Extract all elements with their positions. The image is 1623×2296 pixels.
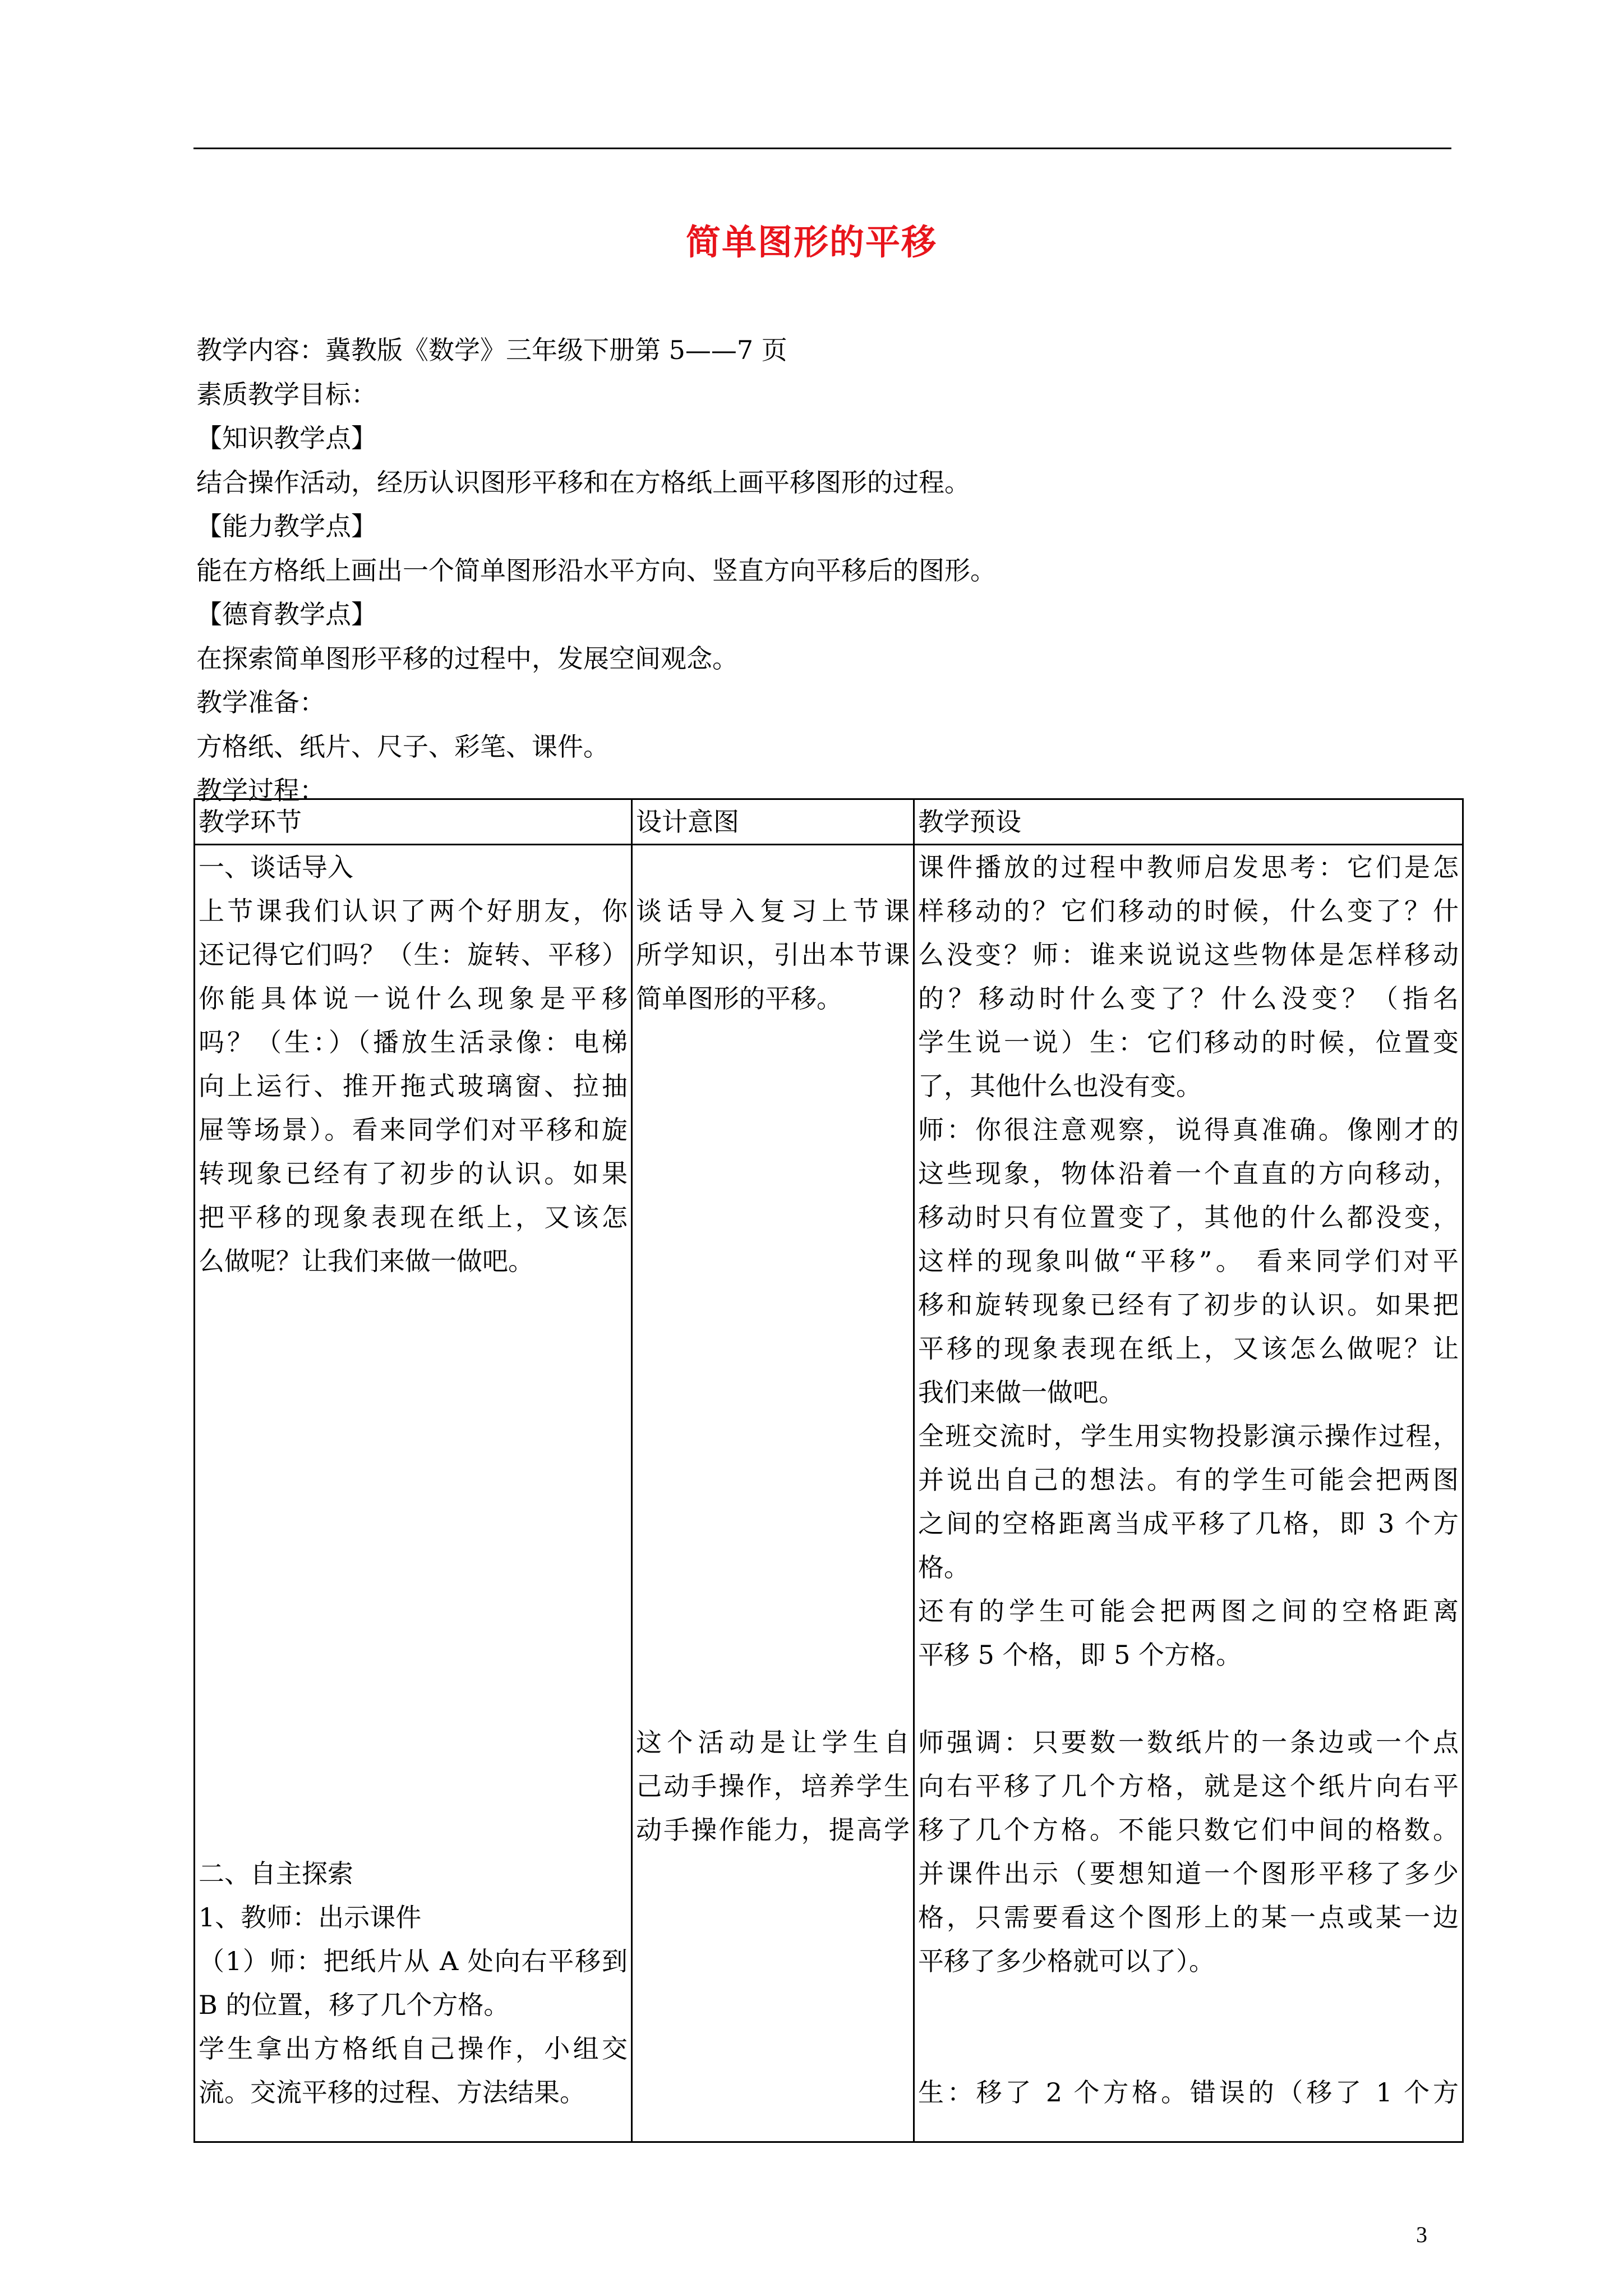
cell-line: 流。交流平移的过程、方法结果。 bbox=[199, 2077, 585, 2108]
cell-line: 学生说一说）生：它们移动的时候，位置变 bbox=[918, 1027, 1459, 1057]
cell-line: 上节课我们认识了两个好朋友，你 bbox=[199, 896, 628, 926]
cell-line: 把平移的现象表现在纸上，又该怎 bbox=[199, 1202, 628, 1232]
stage-cell bbox=[195, 845, 632, 2142]
cell-line: 之间的空格距离当成平移了几格，即 3 个方 bbox=[918, 1508, 1459, 1539]
header-cell-stage: 教学环节 bbox=[195, 799, 632, 845]
cell-line: 屉等场景）。看来同学们对平移和旋 bbox=[199, 1115, 628, 1145]
cell-line: 了，其他什么也没有变。 bbox=[918, 1071, 1202, 1101]
cell-line: 谈话导入复习上节课 bbox=[636, 896, 910, 926]
cell-line: 么做呢？让我们来做一做吧。 bbox=[199, 1246, 534, 1276]
moral-heading: 【德育教学点】 bbox=[196, 599, 377, 629]
cell-line: 么没变？师：谁来说说这些物体是怎样移动 bbox=[918, 940, 1459, 970]
cell-line: 简单图形的平移。 bbox=[636, 983, 842, 1014]
cell-line: 所学知识，引出本节课 bbox=[636, 940, 910, 970]
cell-line: B 的位置，移了几个方格。 bbox=[199, 1990, 510, 2020]
cell-line: 这个活动是让学生自 bbox=[636, 1727, 910, 1757]
cell-line: 还记得它们吗？（生：旋转、平移） bbox=[199, 940, 628, 970]
cell-line: 移了几个方格。不能只数它们中间的格数。 bbox=[918, 1815, 1459, 1845]
cell-line: 一、谈话导入 bbox=[199, 852, 353, 882]
cell-line: 课件播放的过程中教师启发思考：它们是怎 bbox=[918, 852, 1459, 882]
preset-cell bbox=[914, 845, 1463, 2142]
cell-line: 转现象已经有了初步的认识。如果 bbox=[199, 1158, 628, 1189]
intro-section bbox=[196, 328, 1458, 813]
table-row bbox=[195, 845, 1463, 2142]
process-heading: 教学过程： bbox=[196, 775, 325, 806]
cell-line: 这些现象，物体沿着一个直直的方向移动， bbox=[918, 1158, 1459, 1189]
cell-line: 师：你很注意观察，说得真准确。像刚才的 bbox=[918, 1115, 1459, 1145]
cell-line: 平移了多少格就可以了）。 bbox=[918, 1946, 1215, 1976]
cell-line: 向上运行、推开拖式玻璃窗、拉抽 bbox=[199, 1071, 628, 1101]
cell-line: 并说出自己的想法。有的学生可能会把两图 bbox=[918, 1465, 1459, 1495]
cell-line: 平移的现象表现在纸上，又该怎么做呢？让 bbox=[918, 1333, 1459, 1364]
cell-line: 这样的现象叫做“平移”。 看来同学们对平 bbox=[918, 1246, 1459, 1276]
objectives-heading: 素质教学目标： bbox=[196, 379, 377, 409]
knowledge-heading: 【知识教学点】 bbox=[196, 423, 377, 453]
cell-line: 向右平移了几个方格，就是这个纸片向右平 bbox=[918, 1771, 1459, 1801]
cell-line: 师强调：只要数一数纸片的一条边或一个点 bbox=[918, 1727, 1459, 1757]
teaching-content: 教学内容：冀教版《数学》三年级下册第 5——7 页 bbox=[196, 335, 787, 365]
cell-line: 你能具体说一说什么现象是平移 bbox=[199, 983, 628, 1014]
table-header-row bbox=[195, 799, 1463, 845]
cell-line: 移动时只有位置变了，其他的什么都没变， bbox=[918, 1202, 1459, 1232]
moral-text: 在探索简单图形平移的过程中，发展空间观念。 bbox=[196, 643, 738, 674]
cell-line: 样移动的？它们移动的时候，什么变了？什 bbox=[918, 896, 1459, 926]
lesson-plan-table bbox=[193, 798, 1464, 2143]
cell-line: 吗？（生：）（播放生活录像：电梯 bbox=[199, 1027, 628, 1057]
header-rule bbox=[193, 148, 1451, 149]
ability-text: 能在方格纸上画出一个简单图形沿水平方向、竖直方向平移后的图形。 bbox=[196, 555, 996, 586]
preparation-text: 方格纸、纸片、尺子、彩笔、课件。 bbox=[196, 731, 609, 762]
cell-line: （1）师：把纸片从 A 处向右平移到 bbox=[199, 1946, 628, 1976]
cell-line: 格，只需要看这个图形上的某一点或某一边 bbox=[918, 1902, 1459, 1932]
cell-line: 1、教师：出示课件 bbox=[199, 1902, 422, 1932]
cell-line: 二、自主探索 bbox=[199, 1858, 353, 1889]
preparation-heading: 教学准备： bbox=[196, 687, 325, 717]
page-number: 3 bbox=[1416, 2222, 1427, 2247]
cell-line: 学生拿出方格纸自己操作，小组交 bbox=[199, 2033, 628, 2064]
cell-line: 全班交流时，学生用实物投影演示操作过程， bbox=[918, 1421, 1459, 1451]
cell-line: 动手操作能力，提高学 bbox=[636, 1815, 910, 1845]
cell-line: 我们来做一做吧。 bbox=[918, 1377, 1124, 1407]
ability-heading: 【能力教学点】 bbox=[196, 511, 377, 541]
page-title: 简单图形的平移 bbox=[685, 222, 937, 263]
cell-line: 己动手操作，培养学生 bbox=[636, 1771, 910, 1801]
cell-line: 移和旋转现象已经有了初步的认识。如果把 bbox=[918, 1290, 1459, 1320]
header-cell-intent: 设计意图 bbox=[632, 799, 914, 845]
cell-line: 格。 bbox=[918, 1552, 970, 1582]
header-cell-preset: 教学预设 bbox=[914, 799, 1463, 845]
cell-line: 并课件出示（要想知道一个图形平移了多少 bbox=[918, 1858, 1459, 1889]
intent-cell bbox=[632, 845, 914, 2142]
cell-line: 还有的学生可能会把两图之间的空格距离 bbox=[918, 1596, 1459, 1626]
cell-line: 平移 5 个格，即 5 个方格。 bbox=[918, 1640, 1242, 1670]
cell-line: 生：移了 2 个方格。错误的（移了 1 个方 bbox=[918, 2077, 1459, 2108]
knowledge-text: 结合操作活动，经历认识图形平移和在方格纸上画平移图形的过程。 bbox=[196, 467, 970, 498]
cell-line: 的？移动时什么变了？什么没变？（指名 bbox=[918, 983, 1459, 1014]
